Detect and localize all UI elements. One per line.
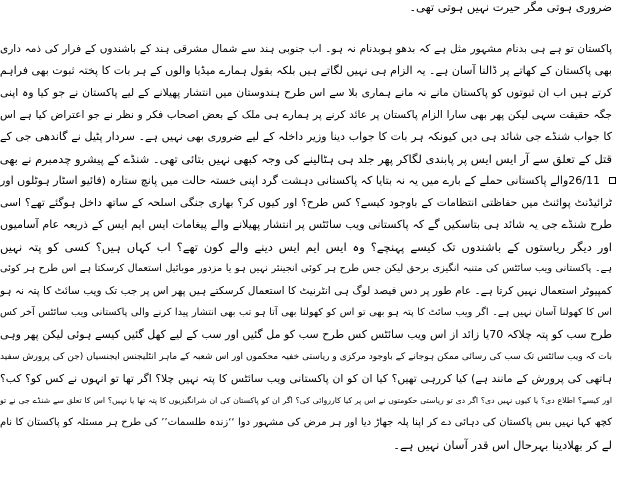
text-line: ہاتھی کی پرورش کے مانند ہے) کیا کررہی تھیں؟ کیا ان کو ان پاکستانی ویب سائٹس کا پتہ نہیں چلا؟ اگر تھا تو انہوں نے کس کو؟ کب؟ [0, 372, 612, 385]
text-line: بھی پاکستان کے کھاتے پر ڈالنا آسان ہے۔ یہ الزام ہی نہیں لگاتے ہیں بلکہ بقول ہمارے میڈیا والوں کے ہر بات کا پختہ ثبوت بھی فراہم [0, 64, 612, 77]
text-line: قتل کے تعلق سے آر ایس ایس پر پابندی لگاکر پھر جلد ہی ہٹالینے کی وجہ کبھی نہیں بتائی تھی۔ شنڈے کے پیشرو چدمبرم نے بھی [0, 152, 612, 166]
text-line: 26/11والے پاکستانی حملے کے بارے میں یہ نہ بتایا کہ پاکستانی دہشت گرد اپنی خستہ حالت میں پانچ ستارہ (فائیو اسٹار ہوٹلوں اور [0, 174, 600, 187]
text-line: ہے۔ پاکستانی ویب سائٹس کی متنبہ انگیزی برحق لیکن جس طرح ہر کوئی انجینئر نہیں ہو یا مزدور موبائیل استعمال کرسکتا ہے اس طرح ہر کوئی [0, 263, 612, 274]
text-line: اور کیسے؟ اطلاع دی؟ یا کیوں نہیں دی؟ اگر دی تو ریاستی حکومتوں نے اس پر کیا کارروائی کی؟ اگر ان کو پاکستان کی ان شرانگیزیوں کا پتہ تھا یا نہیں؟ اس کا تعلق سے شنڈے جی نے تو [0, 396, 612, 405]
text-line: اور دیگر ریاستوں کے باشندوں تک کیسے پہنچے؟ وہ ایس ایم ایس دینے والے کون تھے؟ اب کہاں ہیں؟ کسی کو پتہ نہیں [0, 240, 612, 254]
text-line: کچھ کہا نہیں بس پاکستان کی دہائی دے کر اپنا پلہ جھاڑ دیا اور ہر مرض کی مشہور دوا ‘‘زندہ طلسمات’’ کی طرح ہر مسئلہ کو پاکستان کا نام [0, 417, 612, 428]
checkbox-marker [609, 177, 616, 184]
text-line: طرح شنڈے جی یہ شائد ہی بتاسکیں گے کہ پاکستانی ویب سائٹس پر انتشار پھیلانے والے پیغامات ایس ایم ایس کے ذریعہ عام آسامیوں [0, 218, 612, 231]
text-line: پاکستان تو ہے ہی بدنام مشہور مثل ہے کہ بدھو ہوبدنام نہ ہو۔ اب جنوبی ہند سے شمال مشرقی ہند کے باشندوں کے فرار کی ذمہ داری [0, 43, 612, 55]
text-line: کمپیوٹر استعمال نہیں کرتا ہے۔ عام طور پر دس فیصد لوگ ہی انٹرنیٹ کا استعمال کرسکتے ہیں پھر اس پر جب تک ویب سائٹ کا پتہ نہ ہو [0, 285, 612, 297]
text-line: کا جواب شنڈے جی شائد ہی دیں کیونکہ ہر بات کا جواب دینا وزیر داخلہ کے لیے ضروری بھی نہیں ہے۔ سردار پٹیل نے گاندھی جی کے [0, 130, 612, 143]
text-line: ضروری ہوتی مگر حیرت نہیں ہوتی تھی۔ [409, 0, 612, 14]
text-line: کرتے ہیں اب ان ثبوتوں کو پاکستان مانے نہ مانے ہماری بلا سے اس طرح ہندوستان میں انتشار پھیلانے کے لیے پاکستان نے جو کیا وہ اپنی [0, 86, 612, 99]
text-line: طرح سب کو پتہ چلاکہ 70یا زائد از اس ویب سائٹس کس طرح سب کو مل گئیں اور سب کے لیے کھل گئیں کیسے ہوئی لیکن پھر وہی [0, 328, 612, 341]
text-line: لے کر بھلادینا بہرحال اس قدر آسان نہیں ہے۔ [393, 438, 612, 452]
text-line: بات کہ ویب سائٹس تک سب کی رسائی ممکن ہوجانے کے باوجود مرکزی و ریاستی خفیہ محکموں اور اس شعبہ کے ماہر انٹلیجنس ایجنسیاں (جن کی پرورش سفید [0, 352, 612, 362]
text-line: جگہ حقیقت سہی لیکن پھر بھی سارا الزام پاکستان پر عائد کرنے پر ہمارے ہی ملک کے بعض اصحاب فکر و نظر نے جو اعتراض کیا ہے اس [0, 109, 612, 121]
text-line: اس کا کھولنا آسان نہیں ہے۔ اگر ویب سائٹ کا پتہ ہو بھی تو اس کو کھولنا بھی آتا ہو تب بھی انتشار پیدا کرنے والی پاکستانی ویب سائٹس آخر کس [0, 307, 612, 318]
text-line: ٹرائیڈنٹ پوائنٹ میں حفاظتی انتظامات کے باوجود کیسے؟ کس طرح؟ اور کیوں کر؟ بھاری جنگی اسلحہ کے ساتھ داخل ہوگئے تھے؟ اسی [0, 196, 612, 209]
